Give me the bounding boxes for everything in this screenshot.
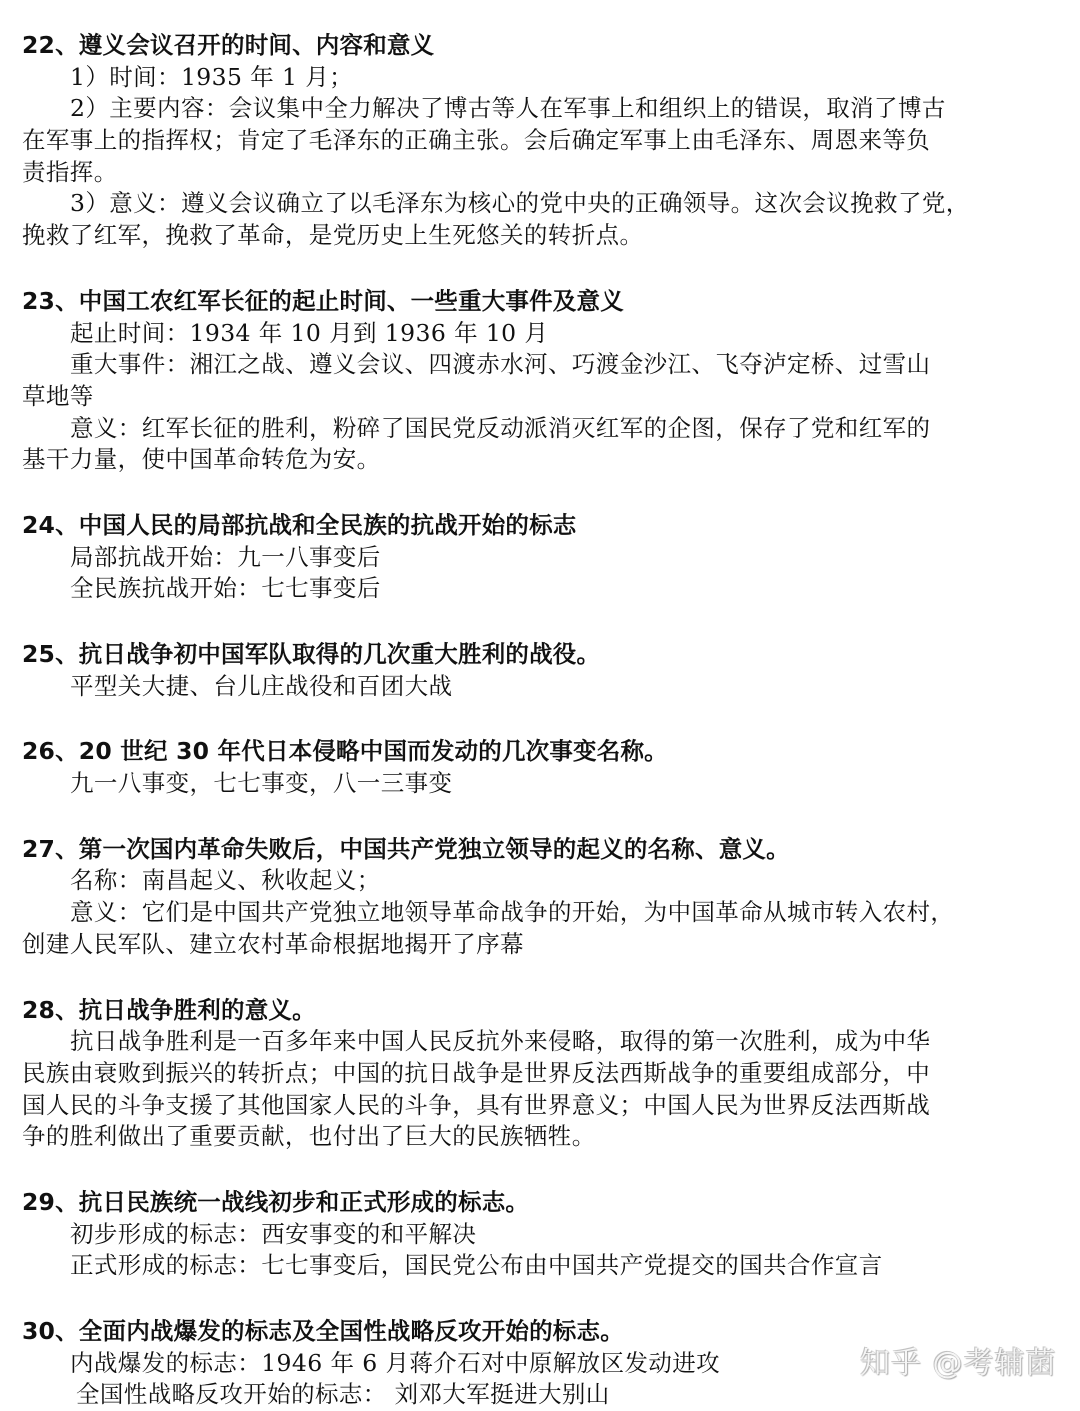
document-page (22, 30, 1062, 1411)
section-23 (22, 286, 1062, 476)
section-line: 全民族抗战开始：七七事变后 (70, 574, 381, 603)
section-line: 九一八事变，七七事变，八一三事变 (70, 769, 453, 798)
section-line: 平型关大捷、台儿庄战役和百团大战 (70, 671, 453, 700)
section-line: 民族由衰败到振兴的转折点；中国的抗日战争是世界反法西斯战争的重要组成部分，中 (22, 1058, 931, 1087)
section-title: 26、20 世纪 30 年代日本侵略中国而发动的几次事变名称。 (22, 737, 668, 766)
section-title: 25、抗日战争初中国军队取得的几次重大胜利的战役。 (22, 640, 601, 668)
section-line: 2）主要内容：会议集中全力解决了博古等人在军事上和组织上的错误，取消了博古 (70, 94, 946, 123)
section-line: 全国性战略反攻开始的标志： 刘邓大军挺进大别山 (76, 1380, 610, 1409)
section-line: 名称：南昌起义、秋收起义； (70, 866, 381, 895)
section-24 (22, 510, 1062, 605)
section-line: 国人民的斗争支援了其他国家人民的斗争，具有世界意义；中国人民为世界反法西斯战 (22, 1090, 931, 1119)
section-title: 29、抗日民族统一战线初步和正式形成的标志。 (22, 1187, 530, 1216)
section-28 (22, 995, 1062, 1153)
section-title: 27、第一次国内革命失败后，中国共产党独立领导的起义的名称、意义。 (22, 834, 790, 863)
section-line: 草地等 (22, 381, 94, 410)
section-line: 责指挥。 (22, 157, 118, 186)
section-line: 抗日战争胜利是一百多年来中国人民反抗外来侵略，取得的第一次胜利，成为中华 (70, 1027, 931, 1056)
section-line: 局部抗战开始：九一八事变后 (70, 542, 381, 571)
section-22 (22, 30, 1062, 252)
section-title: 23、中国工农红军长征的起止时间、一些重大事件及意义 (22, 286, 624, 315)
section-line: 基干力量，使中国革命转危为安。 (22, 445, 381, 474)
section-line: 1）时间：1935 年 1 月； (70, 62, 354, 91)
section-line: 在军事上的指挥权；肯定了毛泽东的正确主张。会后确定军事上由毛泽东、周恩来等负 (22, 126, 931, 155)
section-line: 起止时间：1934 年 10 月到 1936 年 10 月 (70, 318, 549, 347)
section-line: 挽救了红军，挽救了革命，是党历史上生死悠关的转折点。 (22, 221, 644, 250)
section-title: 22、遵义会议召开的时间、内容和意义 (22, 31, 435, 59)
section-line: 正式形成的标志：七七事变后，国民党公布由中国共产党提交的国共合作宣言 (70, 1251, 883, 1280)
section-title: 24、中国人民的局部抗战和全民族的抗战开始的标志 (22, 510, 577, 539)
section-line: 创建人民军队、建立农村革命根据地揭开了序幕 (22, 929, 524, 958)
section-title: 30、全面内战爆发的标志及全国性战略反攻开始的标志。 (22, 1317, 624, 1345)
section-line: 意义：红军长征的胜利，粉碎了国民党反动派消灭红军的企图，保存了党和红军的 (70, 413, 931, 442)
section-line: 3）意义：遵义会议确立了以毛泽东为核心的党中央的正确领导。这次会议挽救了党， (70, 189, 970, 218)
section-line: 意义：它们是中国共产党独立地领导革命战争的开始，为中国革命从城市转入农村， (70, 898, 955, 927)
section-27 (22, 834, 1062, 961)
section-line: 内战爆发的标志：1946 年 6 月蒋介石对中原解放区发动进攻 (70, 1348, 721, 1377)
section-line: 初步形成的标志：西安事变的和平解决 (70, 1219, 477, 1248)
section-line: 争的胜利做出了重要贡献，也付出了巨大的民族牺牲。 (22, 1122, 596, 1151)
zhihu-watermark: 知乎 @考辅菌 (860, 1346, 1057, 1381)
section-29 (22, 1187, 1062, 1282)
section-26 (22, 736, 1062, 799)
section-line: 重大事件：湘江之战、遵义会议、四渡赤水河、巧渡金沙江、飞夺泸定桥、过雪山 (70, 350, 931, 379)
section-25 (22, 639, 1062, 702)
section-title: 28、抗日战争胜利的意义。 (22, 995, 316, 1024)
